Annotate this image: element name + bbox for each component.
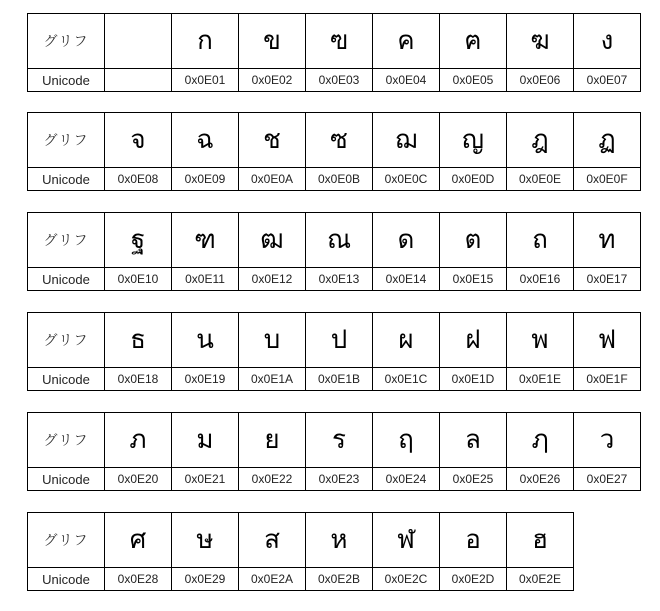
glyph-cell: ห	[306, 513, 373, 568]
codepoint-cell	[105, 69, 172, 92]
code-row-header: Unicode	[28, 168, 105, 191]
codepoint-cell: 0x0E11	[172, 268, 239, 291]
codepoint-cell: 0x0E1F	[574, 368, 641, 391]
glyph-cell: ง	[574, 14, 641, 69]
codepoint-cell: 0x0E22	[239, 468, 306, 491]
code-row-header: Unicode	[28, 468, 105, 491]
codepoint-cell: 0x0E28	[105, 568, 172, 591]
glyph-cell: ค	[373, 14, 440, 69]
codepoint-cell: 0x0E04	[373, 69, 440, 92]
glyph-cell: จ	[105, 113, 172, 168]
glyph-cell: น	[172, 313, 239, 368]
glyph-cell: ฃ	[306, 14, 373, 69]
glyph-cell: ศ	[105, 513, 172, 568]
codepoint-cell: 0x0E07	[574, 69, 641, 92]
glyph-table	[27, 312, 641, 391]
codepoint-cell: 0x0E0D	[440, 168, 507, 191]
codepoint-cell: 0x0E15	[440, 268, 507, 291]
glyph-cell: ฅ	[440, 14, 507, 69]
glyph-cell: ฌ	[373, 113, 440, 168]
glyph-cell: ฉ	[172, 113, 239, 168]
codepoint-cell: 0x0E2B	[306, 568, 373, 591]
codepoint-cell: 0x0E18	[105, 368, 172, 391]
glyph-cell: ส	[239, 513, 306, 568]
glyph-row-header: グリフ	[28, 213, 105, 268]
glyph-cell: ข	[239, 14, 306, 69]
codepoint-cell: 0x0E23	[306, 468, 373, 491]
glyph-row	[28, 14, 641, 69]
glyph-cell: ถ	[507, 213, 574, 268]
code-row	[28, 468, 641, 491]
code-row-header: Unicode	[28, 368, 105, 391]
glyph-cell: ก	[172, 14, 239, 69]
glyph-row	[28, 413, 641, 468]
glyph-row-header: グリフ	[28, 113, 105, 168]
glyph-cell: ผ	[373, 313, 440, 368]
codepoint-cell: 0x0E12	[239, 268, 306, 291]
glyph-cell: ท	[574, 213, 641, 268]
glyph-cell	[105, 14, 172, 69]
glyph-table	[27, 512, 574, 591]
glyph-table	[27, 212, 641, 291]
glyph-row-header: グリフ	[28, 413, 105, 468]
codepoint-cell: 0x0E1E	[507, 368, 574, 391]
code-row	[28, 568, 574, 591]
glyph-cell: ฆ	[507, 14, 574, 69]
codepoint-cell: 0x0E02	[239, 69, 306, 92]
glyph-cell: ฬ	[373, 513, 440, 568]
glyph-cell: ณ	[306, 213, 373, 268]
glyph-cell: บ	[239, 313, 306, 368]
glyph-cell: ฒ	[239, 213, 306, 268]
code-row	[28, 69, 641, 92]
codepoint-cell: 0x0E0C	[373, 168, 440, 191]
glyph-cell: ญ	[440, 113, 507, 168]
glyph-cell: พ	[507, 313, 574, 368]
codepoint-cell: 0x0E2C	[373, 568, 440, 591]
glyph-row	[28, 213, 641, 268]
codepoint-cell: 0x0E0A	[239, 168, 306, 191]
codepoint-cell: 0x0E05	[440, 69, 507, 92]
code-row-header: Unicode	[28, 268, 105, 291]
glyph-cell: ช	[239, 113, 306, 168]
codepoint-cell: 0x0E19	[172, 368, 239, 391]
glyph-cell: ฏ	[574, 113, 641, 168]
code-row	[28, 268, 641, 291]
glyph-cell: ษ	[172, 513, 239, 568]
codepoint-cell: 0x0E0F	[574, 168, 641, 191]
codepoint-cell: 0x0E10	[105, 268, 172, 291]
code-row	[28, 368, 641, 391]
glyph-cell: ธ	[105, 313, 172, 368]
glyph-row-header: グリフ	[28, 313, 105, 368]
glyph-cell: ต	[440, 213, 507, 268]
glyph-cell: ฐ	[105, 213, 172, 268]
codepoint-cell: 0x0E1C	[373, 368, 440, 391]
codepoint-cell: 0x0E25	[440, 468, 507, 491]
codepoint-cell: 0x0E17	[574, 268, 641, 291]
codepoint-cell: 0x0E14	[373, 268, 440, 291]
glyph-cell: ฝ	[440, 313, 507, 368]
glyph-row-header: グリフ	[28, 513, 105, 568]
glyph-cell: ม	[172, 413, 239, 468]
codepoint-cell: 0x0E20	[105, 468, 172, 491]
glyph-cell: ฤ	[373, 413, 440, 468]
codepoint-cell: 0x0E13	[306, 268, 373, 291]
codepoint-cell: 0x0E06	[507, 69, 574, 92]
codepoint-cell: 0x0E2D	[440, 568, 507, 591]
codepoint-cell: 0x0E0E	[507, 168, 574, 191]
glyph-cell: อ	[440, 513, 507, 568]
glyph-table	[27, 412, 641, 491]
glyph-table	[27, 13, 641, 92]
glyph-cell: ฟ	[574, 313, 641, 368]
codepoint-cell: 0x0E0B	[306, 168, 373, 191]
glyph-cell: ด	[373, 213, 440, 268]
codepoint-cell: 0x0E01	[172, 69, 239, 92]
glyph-cell: ร	[306, 413, 373, 468]
codepoint-cell: 0x0E26	[507, 468, 574, 491]
glyph-row	[28, 313, 641, 368]
glyph-row-header: グリフ	[28, 14, 105, 69]
code-row	[28, 168, 641, 191]
codepoint-cell: 0x0E2E	[507, 568, 574, 591]
codepoint-cell: 0x0E24	[373, 468, 440, 491]
glyph-cell: ล	[440, 413, 507, 468]
codepoint-cell: 0x0E08	[105, 168, 172, 191]
codepoint-cell: 0x0E1A	[239, 368, 306, 391]
glyph-cell: ซ	[306, 113, 373, 168]
codepoint-cell: 0x0E09	[172, 168, 239, 191]
glyph-cell: ย	[239, 413, 306, 468]
codepoint-cell: 0x0E2A	[239, 568, 306, 591]
codepoint-cell: 0x0E27	[574, 468, 641, 491]
glyph-cell: ว	[574, 413, 641, 468]
glyph-row	[28, 113, 641, 168]
glyph-cell: ฮ	[507, 513, 574, 568]
glyph-row	[28, 513, 574, 568]
codepoint-cell: 0x0E1B	[306, 368, 373, 391]
glyph-cell: ฦ	[507, 413, 574, 468]
codepoint-cell: 0x0E1D	[440, 368, 507, 391]
code-row-header: Unicode	[28, 69, 105, 92]
codepoint-cell: 0x0E03	[306, 69, 373, 92]
codepoint-cell: 0x0E16	[507, 268, 574, 291]
glyph-cell: ฎ	[507, 113, 574, 168]
glyph-cell: ป	[306, 313, 373, 368]
codepoint-cell: 0x0E29	[172, 568, 239, 591]
glyph-table	[27, 112, 641, 191]
codepoint-cell: 0x0E21	[172, 468, 239, 491]
glyph-cell: ฑ	[172, 213, 239, 268]
code-row-header: Unicode	[28, 568, 105, 591]
glyph-cell: ภ	[105, 413, 172, 468]
